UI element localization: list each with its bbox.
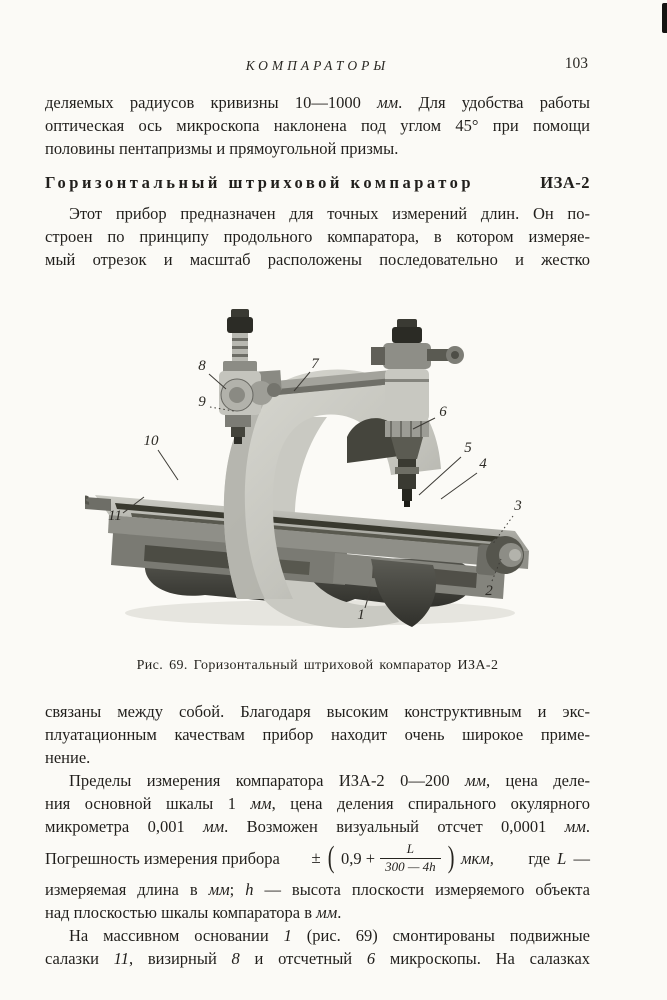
callout-number-2: 2 [485, 583, 493, 599]
callout-number-6: 6 [439, 404, 447, 420]
callout-leader-4 [441, 473, 477, 499]
text-line: связаны между собой. Благодаря высоким конструктивным и экс- [45, 702, 590, 721]
formula-expression [311, 838, 494, 876]
figure [85, 307, 585, 642]
text-line: Пределы измерения компаратора ИЗА-2 0—200 мм, цена деле- [69, 771, 591, 790]
callout-number-8: 8 [198, 358, 206, 374]
formula-dash: — [573, 848, 590, 868]
formula-unit: мкм, [460, 848, 494, 868]
text-line: над плоскостью шкалы компаратора в мм. [45, 903, 342, 922]
text-line: Этот прибор предназначен для точных измерений длин. Он по- [69, 204, 590, 223]
paragraph [45, 878, 590, 924]
formula-where: где [528, 848, 551, 868]
fraction-numerator: L [406, 840, 414, 856]
text-line: измеряемая длина в мм; h — высота плоскости измеряемого объекта [45, 880, 590, 899]
text-line: микрометра 0,001 мм. Возможен визуальный отсчет 0,0001 мм. [45, 817, 590, 836]
formula-lead: Погрешность измерения прибора [45, 848, 280, 868]
text-line: ния основной шкалы 1 мм, цена деления спирального окулярного [45, 794, 590, 813]
page-number: 103 [564, 55, 588, 72]
paragraph [45, 91, 590, 160]
callout-number-5: 5 [464, 440, 472, 456]
paragraph [45, 700, 590, 769]
text-line: строен по принципу продольного компаратора, в котором измеряе- [45, 227, 590, 246]
close-paren: ) [447, 838, 455, 874]
text-line: деляемых радиусов кривизны 10—1000 мм. Для удобства работы [45, 93, 590, 112]
fraction-denominator: 300 — 4h [380, 858, 441, 876]
formula-variable: L [557, 848, 567, 868]
callout-number-1: 1 [357, 607, 365, 623]
paragraph [45, 924, 590, 970]
callout-number-4: 4 [479, 456, 487, 472]
section-heading-text: Горизонтальный штриховой компаратор [45, 173, 475, 192]
text-column [45, 55, 590, 970]
paragraph [45, 769, 590, 838]
section-heading [45, 173, 590, 193]
callout-number-11: 11 [108, 508, 122, 524]
scan-ink-artifact [662, 3, 667, 33]
open-paren: ( [327, 838, 335, 874]
handwheel-cap [509, 549, 521, 561]
text-line: оптическая ось микроскопа наклонена под углом 45° при помощи [45, 116, 590, 135]
text-line: На массивном основании 1 (рис. 69) смонтированы подвижные [69, 926, 590, 945]
callout-number-3: 3 [514, 498, 522, 514]
formula-line [45, 838, 590, 878]
text-line: мый отрезок и масштаб расположены последовательно и жестко [45, 250, 590, 269]
figure-caption: Рис. 69. Горизонтальный штриховой компаратор ИЗА-2 [136, 658, 499, 673]
callout-leader-10 [158, 450, 178, 480]
section-heading-model: ИЗА-2 [540, 173, 590, 192]
callout-number-9: 9 [198, 394, 206, 410]
fraction [380, 841, 441, 876]
running-title: КОМПАРАТОРЫ [245, 58, 390, 73]
running-head [45, 55, 590, 79]
comparator-illustration [85, 307, 585, 642]
plus-minus-sign: ± [311, 847, 321, 867]
paragraph [45, 202, 590, 271]
callout-number-7: 7 [311, 356, 319, 372]
formula-tail [525, 847, 590, 870]
text-line: плуатационным качествам прибор находит очень широкое приме- [45, 725, 590, 744]
text-line: нение. [45, 748, 91, 767]
paragraph-formula [45, 838, 590, 878]
formula-constant: 0,9 + [341, 848, 376, 868]
text-line: половины пентапризмы и прямоугольной призмы. [45, 139, 399, 158]
callout-number-10: 10 [143, 433, 159, 449]
text-line: салазки 11, визирный 8 и отсчетный 6 микроскопы. На салазках [45, 949, 591, 968]
